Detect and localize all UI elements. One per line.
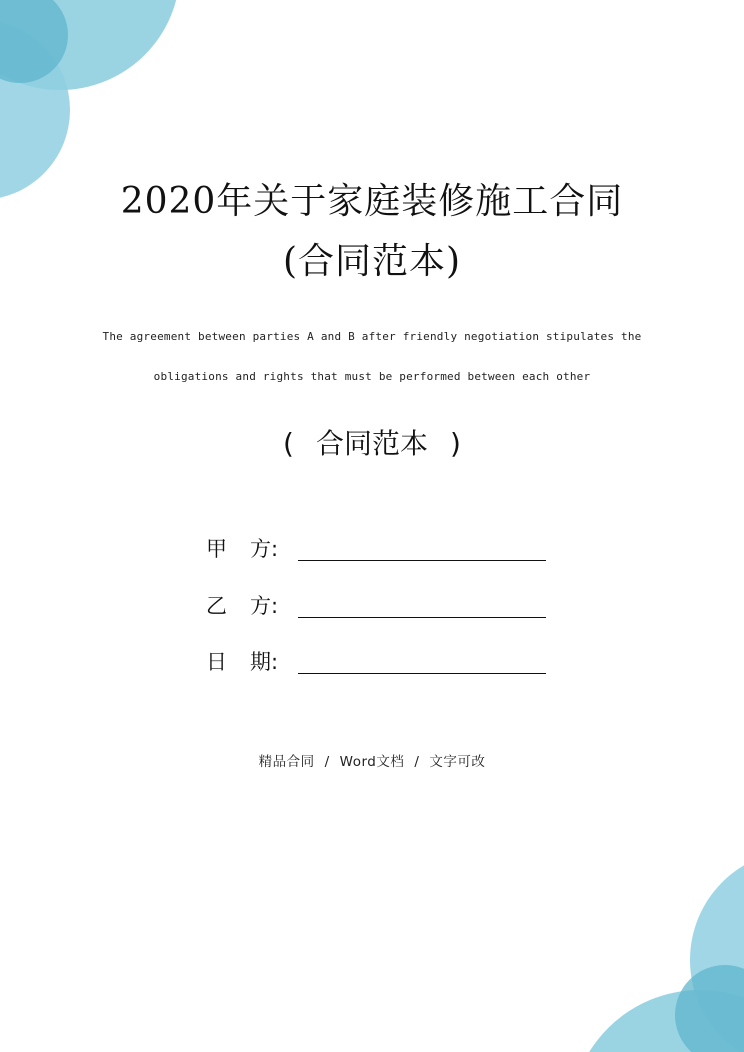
field-label-char: 日 [206,650,227,674]
field-label-date [206,646,296,676]
type-label-close-paren: ) [450,427,461,460]
footer-part-quality: 精品合同 [258,754,315,770]
document-title-line-2: (合同范本) [282,241,462,282]
english-subtitle-line-2: obligations and rights that must be performed between each other [153,370,591,383]
document-title-line-1: 2020年关于家庭装修施工合同 [120,181,624,222]
footer-note [0,750,744,770]
document-type-label [0,424,744,464]
english-subtitle-line-1: The agreement between parties A and B after friendly negotiation stipulates the [102,330,642,343]
party-a-blank-line[interactable] [298,560,546,561]
field-label-char: 期: [250,650,279,674]
type-label-open-paren: ( [283,427,294,460]
type-label-text: 合同范本 [315,427,428,460]
field-label-party-a [206,533,296,563]
deco-circle-bottom-overlap [675,965,744,1052]
field-label-char: 甲 [206,537,227,561]
footer-part-format: Word文档 [339,754,405,770]
party-b-blank-line[interactable] [298,617,546,618]
field-label-char: 方: [250,537,279,561]
field-label-char: 乙 [206,594,227,618]
field-label-party-b [206,590,296,620]
footer-part-editable: 文字可改 [429,754,486,770]
footer-separator: / [324,754,330,770]
field-label-char: 方: [250,594,279,618]
field-party-b [206,590,546,620]
field-date [206,646,546,676]
date-blank-line[interactable] [298,673,546,674]
footer-separator: / [414,754,420,770]
field-party-a [206,533,546,563]
